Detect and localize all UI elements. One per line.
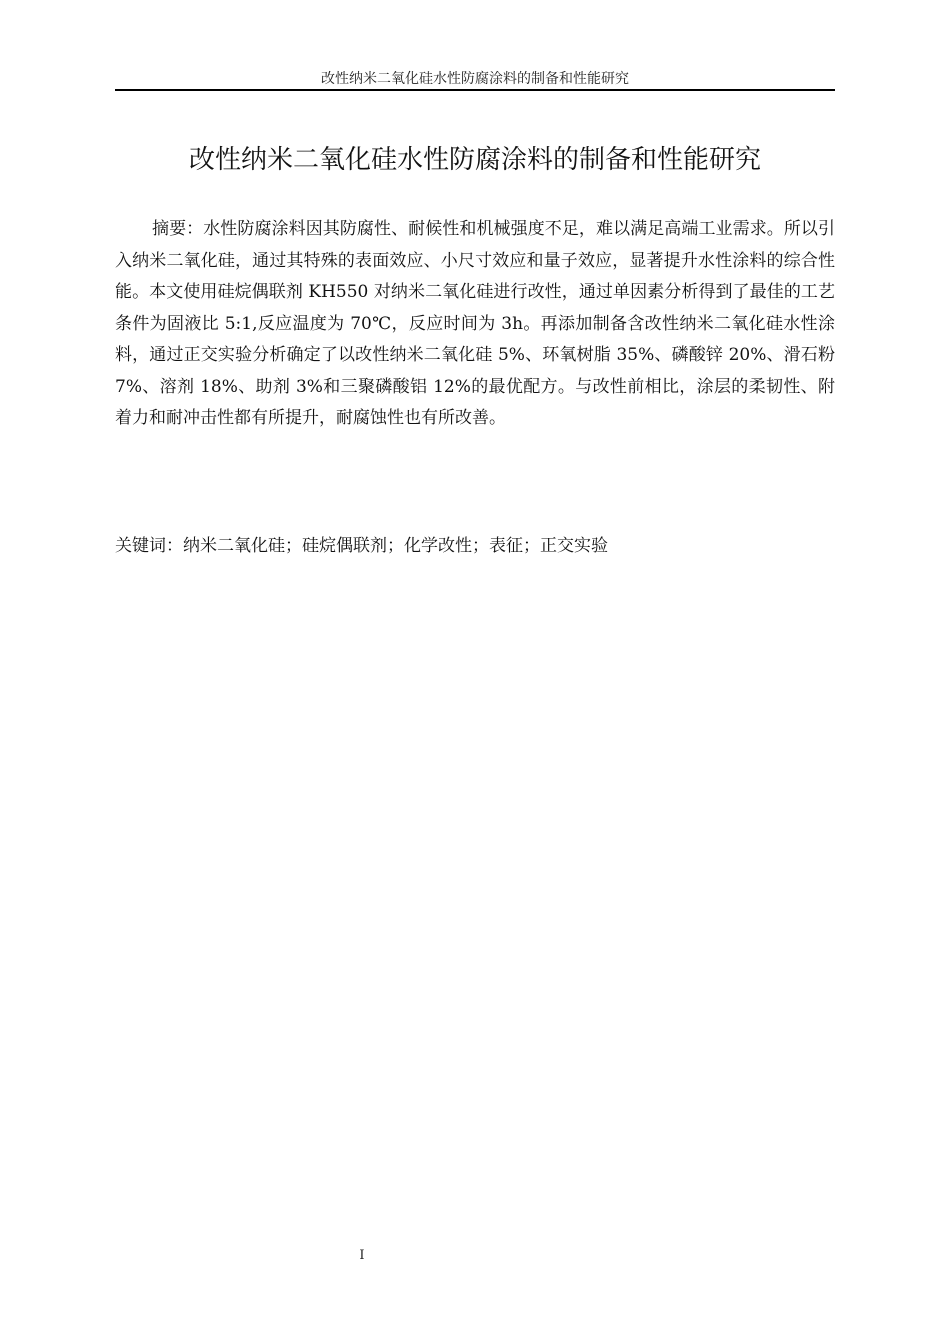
header-rule [115, 89, 835, 91]
keywords-line [115, 531, 835, 561]
keywords-label: 关键词： [115, 536, 183, 556]
keywords-text: 纳米二氧化硅；硅烷偶联剂；化学改性；表征；正交实验 [183, 536, 608, 556]
page-number-container [115, 1248, 835, 1264]
page-number: I [359, 1248, 365, 1263]
running-header: 改性纳米二氧化硅水性防腐涂料的制备和性能研究 [321, 71, 629, 87]
abstract-paragraph [115, 214, 835, 435]
document-title: 改性纳米二氧化硅水性防腐涂料的制备和性能研究 [188, 145, 761, 175]
abstract-text: 水性防腐涂料因其防腐性、耐候性和机械强度不足，难以满足高端工业需求。所以引入纳米二氧化硅，通过其特殊的表面效应、小尺寸效应和量子效应，显著提升水性涂料的综合性能。本文使用硅烷偶联剂 KH550 对纳米二氧化硅进行改性，通过单因素分析得到了最佳的工艺条件为固液比 5:1,反应温度为 70℃，反应时间为 3h。再添加制备含改性纳米二氧化硅水性涂料，通过正交实验分析确定了以改性纳米二氧化硅 5%、环氧树脂 35%、磷酸锌 20%、滑石粉 7%、溶剂 18%、助剂 3%和三聚磷酸铝 12%的最优配方。与改性前相比，涂层的柔韧性、附着力和耐冲击性都有所提升，耐腐蚀性也有所改善。 [115, 219, 836, 428]
abstract-label: 摘要： [152, 219, 204, 239]
